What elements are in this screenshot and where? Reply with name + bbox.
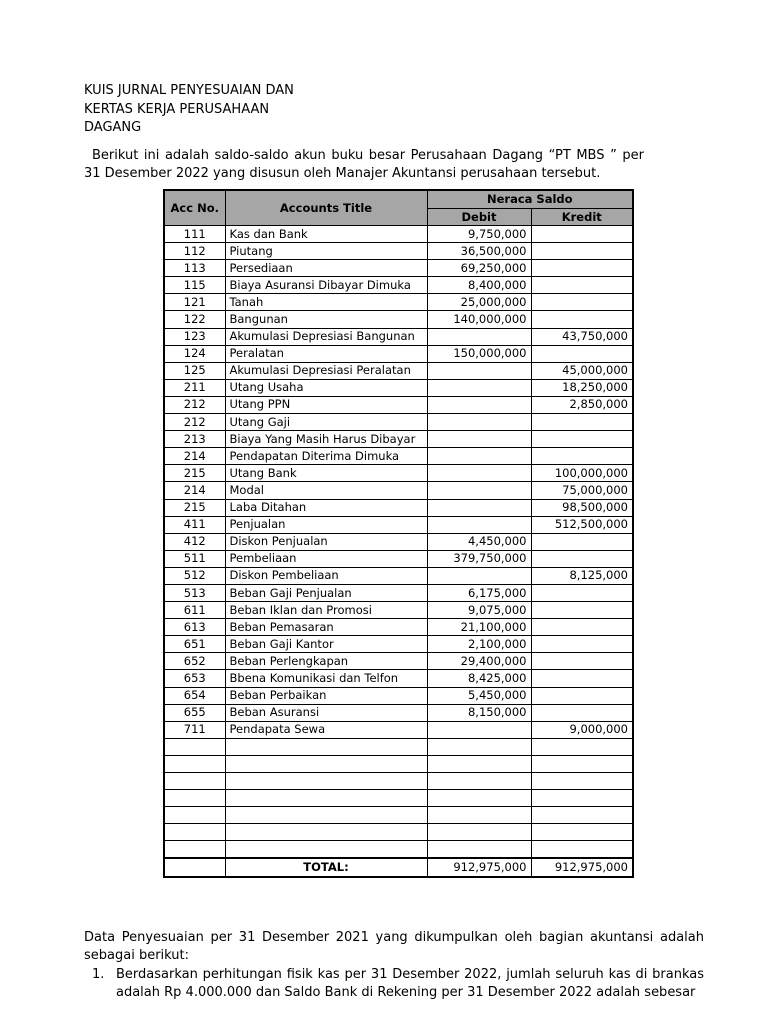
debit-cell	[427, 379, 531, 396]
kredit-cell	[531, 226, 633, 243]
debit-cell	[427, 807, 531, 824]
table-row	[164, 379, 633, 396]
table-row	[164, 396, 633, 413]
kredit-cell	[531, 431, 633, 448]
table-row	[164, 773, 633, 790]
account-title-cell: Beban Perlengkapan	[225, 653, 427, 670]
table-row	[164, 362, 633, 379]
header-accounts-title: Accounts Title	[225, 190, 427, 226]
account-title-cell: Beban Gaji Penjualan	[225, 584, 427, 601]
account-title-cell: Pendapata Sewa	[225, 721, 427, 738]
kredit-cell: 512,500,000	[531, 516, 633, 533]
list-item	[92, 966, 704, 1002]
debit-cell: 4,450,000	[427, 533, 531, 550]
debit-cell: 25,000,000	[427, 294, 531, 311]
kredit-cell	[531, 602, 633, 619]
table-row	[164, 807, 633, 824]
kredit-cell: 45,000,000	[531, 362, 633, 379]
account-title-cell: Biaya Asuransi Dibayar Dimuka	[225, 277, 427, 294]
table-row	[164, 533, 633, 550]
table-row	[164, 345, 633, 362]
kredit-cell	[531, 738, 633, 755]
account-title-cell: Tanah	[225, 294, 427, 311]
kredit-cell: 8,125,000	[531, 567, 633, 584]
table-row	[164, 499, 633, 516]
table-row	[164, 584, 633, 601]
kredit-cell	[531, 533, 633, 550]
trial-balance-table	[163, 189, 634, 878]
kredit-cell	[531, 653, 633, 670]
acc-no-cell	[164, 738, 225, 755]
acc-no-cell	[164, 807, 225, 824]
acc-no-cell: 213	[164, 431, 225, 448]
list-item-text: Berdasarkan perhitungan fisik kas per 31 Desember 2022, jumlah seluruh kas di brankas adalah Rp 4.000.000 dan Saldo Bank di Rekening per 31 Desember 2022 adalah sebesar	[116, 967, 704, 1000]
kredit-cell	[531, 687, 633, 704]
account-title-cell	[225, 807, 427, 824]
table-row	[164, 328, 633, 345]
debit-cell: 36,500,000	[427, 243, 531, 260]
acc-no-cell: 412	[164, 533, 225, 550]
debit-cell	[427, 328, 531, 345]
kredit-cell	[531, 294, 633, 311]
acc-no-cell: 214	[164, 482, 225, 499]
account-title-cell: Utang Usaha	[225, 379, 427, 396]
account-title-cell	[225, 841, 427, 859]
kredit-cell	[531, 260, 633, 277]
header-acc-no: Acc No.	[164, 190, 225, 226]
account-title-cell: Utang Bank	[225, 465, 427, 482]
account-title-cell: Beban Pemasaran	[225, 619, 427, 636]
table-body	[164, 226, 633, 859]
debit-cell	[427, 414, 531, 431]
acc-no-cell: 113	[164, 260, 225, 277]
document-title	[84, 82, 294, 138]
debit-cell	[427, 362, 531, 379]
kredit-cell	[531, 584, 633, 601]
table-row	[164, 567, 633, 584]
table-row	[164, 687, 633, 704]
account-title-cell: Biaya Yang Masih Harus Dibayar	[225, 431, 427, 448]
acc-no-cell: 655	[164, 704, 225, 721]
acc-no-cell: 512	[164, 567, 225, 584]
acc-no-cell: 212	[164, 396, 225, 413]
acc-no-cell: 613	[164, 619, 225, 636]
account-title-cell: Diskon Penjualan	[225, 533, 427, 550]
table-row	[164, 704, 633, 721]
table-row	[164, 653, 633, 670]
intro-paragraph: Berikut ini adalah saldo-saldo akun buku besar Perusahaan Dagang “PT MBS ” per 31 Desember 2022 yang disusun oleh Manajer Akuntansi perusahaan tersebut.	[84, 148, 644, 181]
account-title-cell: Diskon Pembeliaan	[225, 567, 427, 584]
account-title-cell: Akumulasi Depresiasi Bangunan	[225, 328, 427, 345]
account-title-cell: Modal	[225, 482, 427, 499]
table-row	[164, 516, 633, 533]
kredit-cell	[531, 311, 633, 328]
table-row	[164, 636, 633, 653]
acc-no-cell: 122	[164, 311, 225, 328]
acc-no-cell: 124	[164, 345, 225, 362]
debit-cell	[427, 738, 531, 755]
kredit-cell	[531, 755, 633, 772]
debit-cell: 379,750,000	[427, 550, 531, 567]
total-label: TOTAL:	[225, 858, 427, 876]
table-row	[164, 260, 633, 277]
header-neraca-saldo: Neraca Saldo	[427, 190, 633, 209]
account-title-cell: Bangunan	[225, 311, 427, 328]
kredit-cell	[531, 550, 633, 567]
acc-no-cell	[164, 755, 225, 772]
account-title-cell: Piutang	[225, 243, 427, 260]
kredit-cell	[531, 619, 633, 636]
account-title-cell: Beban Iklan dan Promosi	[225, 602, 427, 619]
table-row	[164, 790, 633, 807]
kredit-cell	[531, 243, 633, 260]
table-row	[164, 619, 633, 636]
account-title-cell: Akumulasi Depresiasi Peralatan	[225, 362, 427, 379]
account-title-cell	[225, 824, 427, 841]
kredit-cell: 2,850,000	[531, 396, 633, 413]
account-title-cell: Beban Perbaikan	[225, 687, 427, 704]
account-title-cell: Kas dan Bank	[225, 226, 427, 243]
acc-no-cell: 653	[164, 670, 225, 687]
account-title-cell: Laba Ditahan	[225, 499, 427, 516]
debit-cell: 5,450,000	[427, 687, 531, 704]
debit-cell: 140,000,000	[427, 311, 531, 328]
header-debit: Debit	[427, 209, 531, 226]
debit-cell	[427, 448, 531, 465]
acc-no-cell: 123	[164, 328, 225, 345]
kredit-cell	[531, 790, 633, 807]
debit-cell: 69,250,000	[427, 260, 531, 277]
total-debit: 912,975,000	[427, 858, 531, 876]
debit-cell	[427, 721, 531, 738]
account-title-cell: Pendapatan Diterima Dimuka	[225, 448, 427, 465]
debit-cell	[427, 755, 531, 772]
account-title-cell	[225, 790, 427, 807]
table-row	[164, 311, 633, 328]
debit-cell: 29,400,000	[427, 653, 531, 670]
acc-no-cell: 211	[164, 379, 225, 396]
debit-cell: 21,100,000	[427, 619, 531, 636]
acc-no-cell: 112	[164, 243, 225, 260]
account-title-cell: Utang PPN	[225, 396, 427, 413]
debit-cell	[427, 499, 531, 516]
account-title-cell	[225, 738, 427, 755]
table-row	[164, 482, 633, 499]
acc-no-cell: 411	[164, 516, 225, 533]
acc-no-cell: 711	[164, 721, 225, 738]
table-row	[164, 465, 633, 482]
debit-cell: 9,750,000	[427, 226, 531, 243]
acc-no-cell: 513	[164, 584, 225, 601]
debit-cell: 8,400,000	[427, 277, 531, 294]
acc-no-cell: 215	[164, 499, 225, 516]
kredit-cell: 100,000,000	[531, 465, 633, 482]
acc-no-cell: 125	[164, 362, 225, 379]
table-row	[164, 721, 633, 738]
account-title-cell: Bbena Komunikasi dan Telfon	[225, 670, 427, 687]
acc-no-cell: 121	[164, 294, 225, 311]
kredit-cell: 18,250,000	[531, 379, 633, 396]
acc-no-cell: 654	[164, 687, 225, 704]
kredit-cell: 43,750,000	[531, 328, 633, 345]
header-kredit: Kredit	[531, 209, 633, 226]
acc-no-cell	[164, 824, 225, 841]
table-row	[164, 755, 633, 772]
table-row	[164, 414, 633, 431]
acc-no-cell	[164, 773, 225, 790]
table-row	[164, 243, 633, 260]
acc-no-cell: 651	[164, 636, 225, 653]
debit-cell: 8,150,000	[427, 704, 531, 721]
acc-no-cell: 115	[164, 277, 225, 294]
table-row	[164, 294, 633, 311]
kredit-cell: 75,000,000	[531, 482, 633, 499]
debit-cell	[427, 567, 531, 584]
table-row	[164, 670, 633, 687]
kredit-cell	[531, 345, 633, 362]
acc-no-cell	[164, 790, 225, 807]
acc-no-cell: 511	[164, 550, 225, 567]
list-marker: 1.	[92, 967, 105, 982]
table-row	[164, 277, 633, 294]
kredit-cell: 9,000,000	[531, 721, 633, 738]
kredit-cell	[531, 824, 633, 841]
debit-cell	[427, 431, 531, 448]
title-line: DAGANG	[84, 120, 142, 135]
kredit-cell	[531, 704, 633, 721]
debit-cell: 150,000,000	[427, 345, 531, 362]
acc-no-cell: 212	[164, 414, 225, 431]
acc-no-cell	[164, 841, 225, 859]
account-title-cell: Persediaan	[225, 260, 427, 277]
debit-cell: 9,075,000	[427, 602, 531, 619]
total-blank	[164, 858, 225, 876]
kredit-cell	[531, 807, 633, 824]
account-title-cell: Utang Gaji	[225, 414, 427, 431]
debit-cell: 6,175,000	[427, 584, 531, 601]
kredit-cell	[531, 773, 633, 790]
debit-cell: 2,100,000	[427, 636, 531, 653]
table-row	[164, 841, 633, 859]
acc-no-cell: 611	[164, 602, 225, 619]
debit-cell	[427, 773, 531, 790]
title-line: KERTAS KERJA PERUSAHAAN	[84, 101, 270, 117]
kredit-cell	[531, 277, 633, 294]
debit-cell: 8,425,000	[427, 670, 531, 687]
table-row	[164, 824, 633, 841]
account-title-cell	[225, 755, 427, 772]
kredit-cell	[531, 448, 633, 465]
account-title-cell	[225, 773, 427, 790]
acc-no-cell: 214	[164, 448, 225, 465]
account-title-cell: Peralatan	[225, 345, 427, 362]
kredit-cell	[531, 841, 633, 859]
account-title-cell: Beban Asuransi	[225, 704, 427, 721]
title-line: KUIS JURNAL PENYESUAIAN DAN	[84, 83, 294, 98]
kredit-cell	[531, 636, 633, 653]
account-title-cell: Pembeliaan	[225, 550, 427, 567]
kredit-cell: 98,500,000	[531, 499, 633, 516]
debit-cell	[427, 465, 531, 482]
kredit-cell	[531, 670, 633, 687]
debit-cell	[427, 841, 531, 859]
kredit-cell	[531, 414, 633, 431]
table-row	[164, 738, 633, 755]
adjustment-intro: Data Penyesuaian per 31 Desember 2021 yang dikumpulkan oleh bagian akuntansi adalah sebagai berikut:	[84, 930, 704, 963]
debit-cell	[427, 516, 531, 533]
acc-no-cell: 652	[164, 653, 225, 670]
total-kredit: 912,975,000	[531, 858, 633, 876]
debit-cell	[427, 824, 531, 841]
table-row	[164, 431, 633, 448]
table-row	[164, 602, 633, 619]
total-row	[164, 858, 633, 876]
acc-no-cell: 215	[164, 465, 225, 482]
account-title-cell: Penjualan	[225, 516, 427, 533]
debit-cell	[427, 482, 531, 499]
table-row	[164, 226, 633, 243]
table-row	[164, 550, 633, 567]
acc-no-cell: 111	[164, 226, 225, 243]
debit-cell	[427, 396, 531, 413]
account-title-cell: Beban Gaji Kantor	[225, 636, 427, 653]
table-row	[164, 448, 633, 465]
debit-cell	[427, 790, 531, 807]
